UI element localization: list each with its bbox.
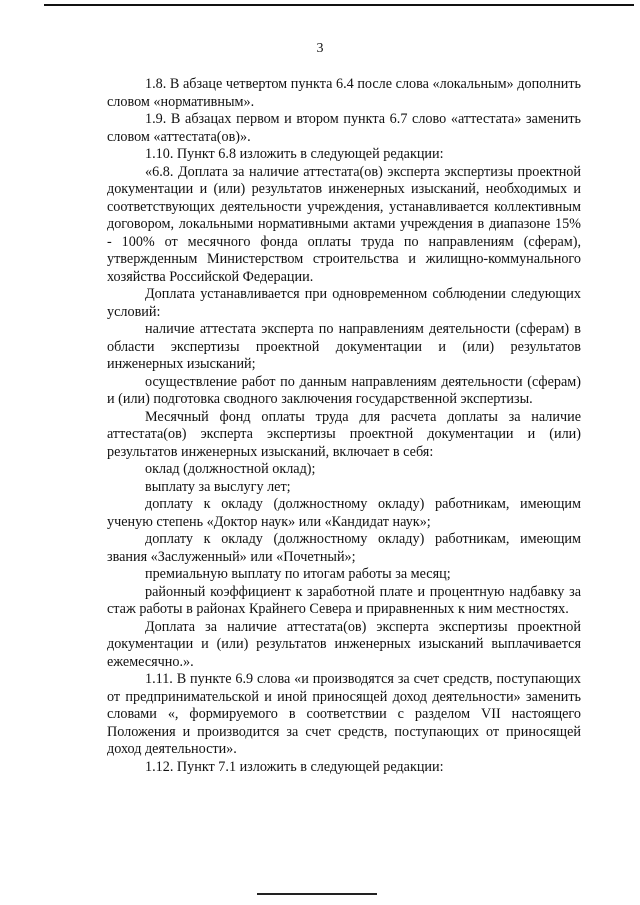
paragraph-condition-work: осуществление работ по данным направлениям деятельности (сферам) и (или) подготовка сводного заключения государственной экспертизы. bbox=[107, 373, 581, 407]
paragraph-conditions-intro: Доплата устанавливается при одновременном соблюдении следующих условий: bbox=[107, 286, 581, 320]
document-body bbox=[107, 76, 581, 776]
paragraph-condition-certificate: наличие аттестата эксперта по направлениям деятельности (сферам) в области экспертизы проектной документации и (или) результатов инженерных изысканий; bbox=[107, 321, 581, 372]
list-item-degree-bonus: доплату к окладу (должностному окладу) работникам, имеющим ученую степень «Доктор наук» или «Кандидат наук»; bbox=[107, 496, 581, 530]
list-item-regional-coefficient: районный коэффициент к заработной плате и процентную надбавку за стаж работы в районах Крайнего Севера и приравненных к ним местностях. bbox=[107, 583, 581, 617]
paragraph-monthly-payment: Доплата за наличие аттестата(ов) эксперта экспертизы проектной документации и (или) результатов инженерных изысканий выплачивается ежемесячно.». bbox=[107, 618, 581, 670]
paragraph-fund-intro: Месячный фонд оплаты труда для расчета доплаты за наличие аттестата(ов) эксперта экспертизы проектной документации и (или) результатов инженерных изысканий, включает в себя: bbox=[107, 408, 581, 460]
list-item-seniority: выплату за выслугу лет; bbox=[145, 478, 291, 495]
paragraph-1-10: 1.10. Пункт 6.8 изложить в следующей редакции: bbox=[145, 146, 444, 162]
list-item-title-bonus: доплату к окладу (должностному окладу) работникам, имеющим звания «Заслуженный» или «Почетный»; bbox=[107, 531, 581, 565]
paragraph-6-8: «6.8. Доплата за наличие аттестата(ов) эксперта экспертизы проектной документации и (или) результатов инженерных изысканий, необходимых и соответствующих деятельности учреждения, устанавливается коллективным договором, локальными нормативными актами учреждения в диапазоне 15% - 100% от месячного фонда оплаты труда по направлениям (сферам), утвержденным Министерством строительства и жилищно-коммунального хозяйства Российской Федерации. bbox=[107, 163, 581, 285]
paragraph-1-9: 1.9. В абзацах первом и втором пункта 6.7 слово «аттестата» заменить словом «аттестата(ов)». bbox=[107, 111, 581, 145]
paragraph-1-8: 1.8. В абзаце четвертом пункта 6.4 после слова «локальным» дополнить словом «нормативным». bbox=[107, 76, 581, 110]
list-item-salary: оклад (должностной оклад); bbox=[145, 461, 316, 477]
paragraph-1-12: 1.12. Пункт 7.1 изложить в следующей редакции: bbox=[145, 758, 444, 775]
top-border-line bbox=[44, 4, 634, 6]
page-number: 3 bbox=[316, 41, 324, 56]
bottom-scan-line bbox=[257, 893, 377, 895]
paragraph-1-11: 1.11. В пункте 6.9 слова «и производятся за счет средств, поступающих от предпринимательской и иной приносящей доход деятельности» заменить словами «, формируемого в соответствии с разделом VII настоящего Положения и производится за счет средств, поступающих от приносящей доход деятельности». bbox=[107, 671, 581, 757]
list-item-monthly-premium: премиальную выплату по итогам работы за месяц; bbox=[145, 566, 451, 582]
